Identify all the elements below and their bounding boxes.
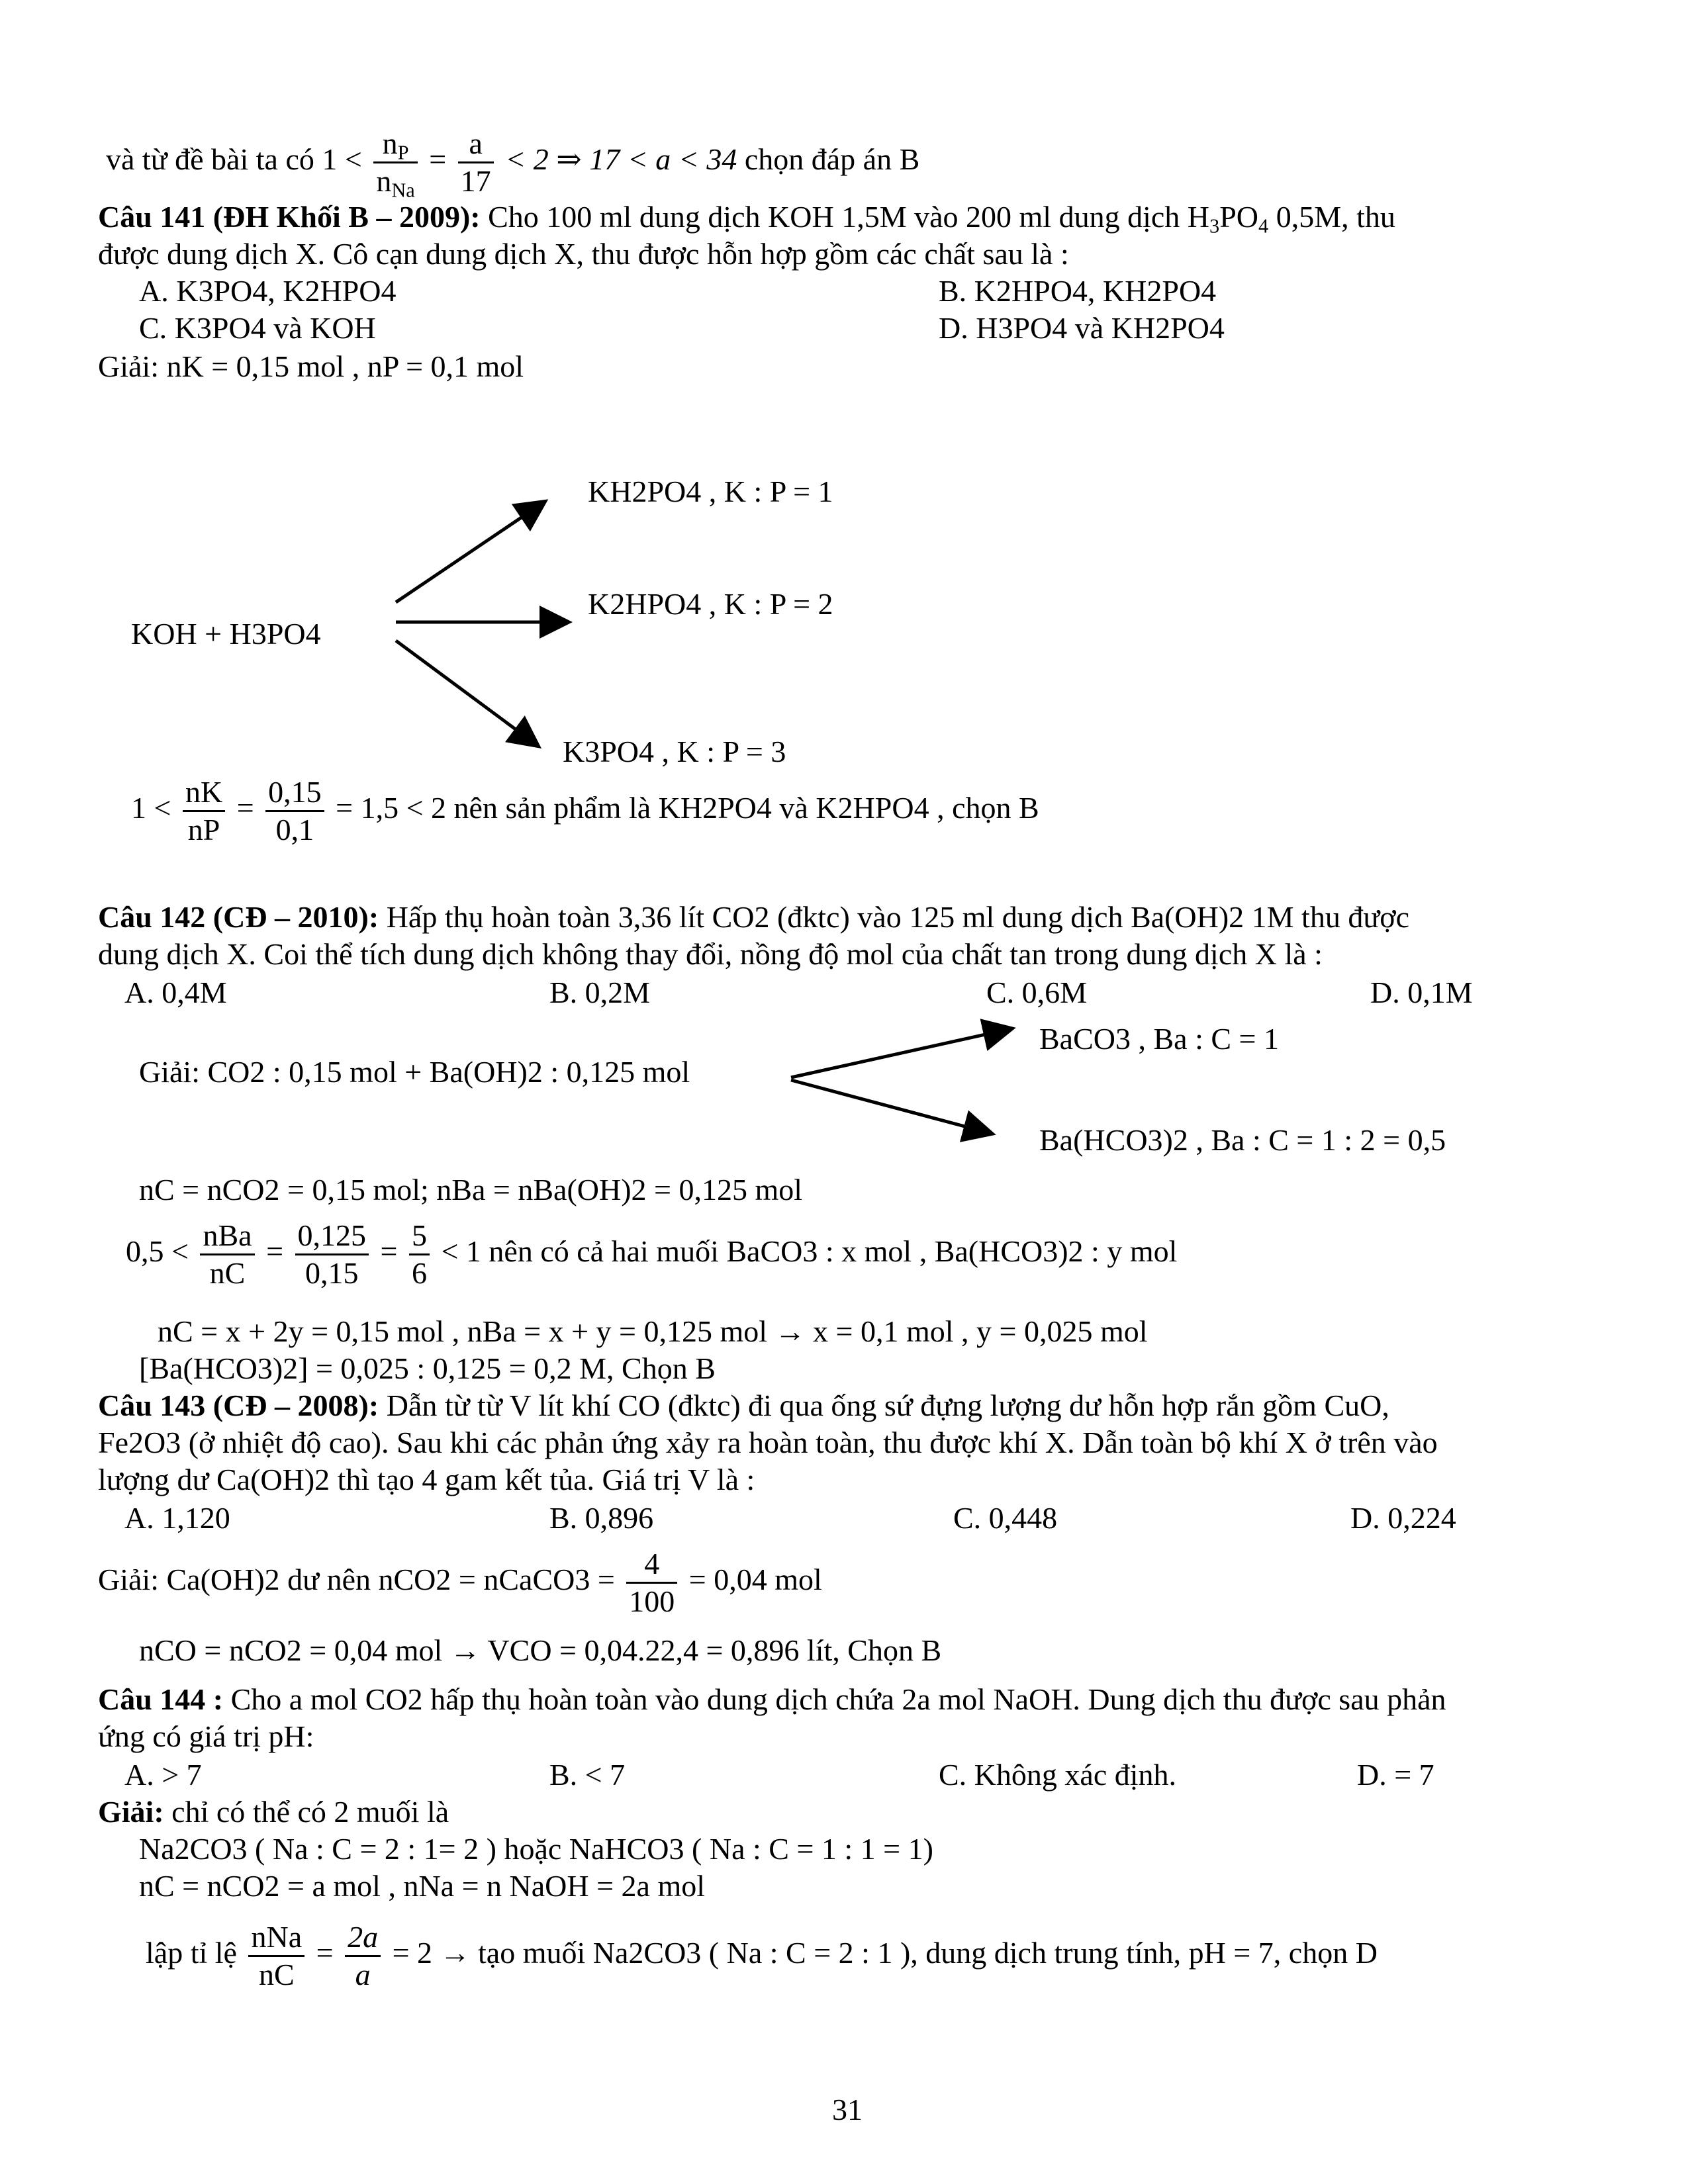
q141-option-b: B. K2HPO4, KH2PO4 [939, 274, 1217, 308]
q142-result: [Ba(HCO3)2] = 0,025 : 0,125 = 0,2 M, Chọn B [139, 1351, 716, 1385]
ineq-num: nBa [200, 1218, 254, 1255]
q142-label: Câu 142 (CĐ – 2010): [98, 900, 379, 934]
q142-text1: Hấp thụ hoàn toàn 3,36 lít CO2 (đktc) vào 125 ml dung dịch Ba(OH)2 1M thu được [386, 900, 1410, 934]
q141-option-d: D. H3PO4 và KH2PO4 [939, 311, 1225, 345]
q142-inequality: 0,5 < $\frac{\text{nBa}}{nC}$ = $\frac{0,125}{0,15}$ = $\frac{5}{6}$ < 1 nên có cả hai muối BaCO3 : x mol , Ba(HCO3)2 : y mol [126, 1218, 1178, 1290]
ratio-den2: 0,1 [275, 813, 314, 846]
q144-ratio-num2: 2a [345, 1919, 381, 1957]
intro-lt: 1 < [322, 142, 362, 177]
intro-prefix: và từ đề bài ta có [106, 142, 314, 177]
ineq-num2: 0,125 [295, 1218, 369, 1255]
q141-text-b: 0,5M, thu [1268, 200, 1395, 234]
q141-option-a: A. K3PO4, K2HPO4 [139, 274, 397, 308]
q143-option-b: B. 0,896 [549, 1501, 654, 1535]
q141-solution: Giải: nK = 0,15 mol , nP = 0,1 mol [98, 349, 524, 383]
q142-option-d: D. 0,1M [1370, 976, 1473, 1009]
q144-label: Câu 144 : [98, 1682, 224, 1716]
q144-option-d: D. = 7 [1357, 1758, 1434, 1792]
ratio-num: nK [183, 774, 225, 812]
q144-text1: Cho a mol CO2 hấp thụ hoàn toàn vào dung dịch chứa 2a mol NaOH. Dung dịch thu được sau phản [230, 1682, 1446, 1716]
q142-ineq-left: 0,5 < [126, 1234, 189, 1269]
frac2-den: 17 [460, 164, 491, 198]
q144-ratio-rest: = 2 → [392, 1936, 471, 1970]
frac-num: n [382, 126, 398, 160]
q141-product-2: K2HPO4 , K : P = 2 [588, 587, 833, 621]
q142-option-a: A. 0,4M [124, 976, 227, 1009]
q142-ineq-text: nên có cả hai muối BaCO3 : x mol , Ba(HCO3)2 : y mol [489, 1234, 1178, 1269]
sol1-den: 100 [629, 1584, 675, 1618]
q144-ratio-den: nC [258, 1958, 295, 1991]
q141-arrows [396, 503, 566, 745]
q141-text-a: Cho 100 ml dung dịch KOH 1,5M vào 200 ml dung dịch H [488, 200, 1209, 234]
q143-option-d: D. 0,224 [1350, 1501, 1456, 1535]
ineq-den: nC [209, 1256, 246, 1290]
q141-po: PO [1219, 200, 1258, 234]
intro-rest: < 2 ⇒ 17 < a < 34 [505, 142, 737, 177]
ratio-den: nP [187, 813, 220, 846]
q141-line2: được dung dịch X. Cô cạn dung dịch X, thu được hỗn hợp gồm các chất sau là : [98, 237, 1069, 271]
q142-arrows [791, 1029, 1009, 1133]
q144-ratio-prefix: lập tỉ lệ [146, 1936, 237, 1970]
q144-sol-label: Giải: [98, 1795, 164, 1829]
ratio-num2: 0,15 [265, 774, 324, 812]
q144-option-b: B. < 7 [549, 1758, 626, 1792]
q144-sol-text: chỉ có thể có 2 muối là [171, 1795, 449, 1829]
q142-moles: nC = nCO2 = 0,15 mol; nBa = nBa(OH)2 = 0,125 mol [139, 1173, 803, 1206]
q144-ratio-text: tạo muối Na2CO3 ( Na : C = 2 : 1 ), dung dịch trung tính, pH = 7, chọn D [478, 1936, 1378, 1970]
ineq-num3: 5 [409, 1218, 430, 1255]
frac-den-sub: Na [391, 179, 415, 202]
q142-arrow-down [791, 1080, 990, 1133]
frac2-num: a [458, 126, 494, 163]
ineq-den3: 6 [411, 1256, 427, 1290]
q142-ineq-rest: < 1 [441, 1234, 481, 1269]
q143-line3: lượng dư Ca(OH)2 thì tạo 4 gam kết tủa. Giá trị V là : [98, 1463, 755, 1496]
page-number: 31 [832, 2093, 863, 2126]
intro-eq: = [429, 142, 447, 177]
q144-option-a: A. > 7 [124, 1758, 202, 1792]
frac-num-sub: P [397, 141, 409, 164]
intro-suffix: chọn đáp án B [744, 142, 920, 177]
q144-ratio-num: nNa [248, 1919, 305, 1957]
q144-salts: Na2CO3 ( Na : C = 2 : 1= 2 ) hoặc NaHCO3 ( Na : C = 1 : 1 = 1) [139, 1832, 933, 1866]
q142-product-1: BaCO3 , Ba : C = 1 [1039, 1022, 1280, 1056]
q141-ratio-line: 1 < $\frac{nK}{nP}$ = $\frac{0,15}{0,1}$ = 1,5 < 2 nên sản phẩm là KH2PO4 và K2HPO4 , chọn B [131, 775, 1039, 846]
q141-ratio-rest: = 1,5 < 2 [336, 791, 447, 825]
q143-option-a: A. 1,120 [124, 1501, 230, 1535]
q142-product-2: Ba(HCO3)2 , Ba : C = 1 : 2 = 0,5 [1039, 1123, 1446, 1157]
q141-sub4: 4 [1258, 214, 1269, 238]
q141-conclusion: nên sản phẩm là KH2PO4 và K2HPO4 , chọn B [453, 791, 1039, 825]
q143-sol1-prefix: Giải: Ca(OH)2 dư nên nCO2 = nCaCO3 = [98, 1563, 615, 1597]
q143-label: Câu 143 (CĐ – 2008): [98, 1388, 379, 1422]
q141-reactants: KOH + H3PO4 [131, 617, 321, 651]
q142-arrow-up [791, 1029, 1009, 1077]
q142-line2: dung dịch X. Coi thể tích dung dịch không thay đổi, nồng độ mol của chất tan trong dung dịch X là : [98, 937, 1323, 971]
q142-option-c: C. 0,6M [986, 976, 1088, 1009]
q142-reactants: Giải: CO2 : 0,15 mol + Ba(OH)2 : 0,125 mol [139, 1055, 690, 1089]
q141-arrow-down [396, 641, 536, 745]
q144-option-c: C. Không xác định. [939, 1758, 1177, 1792]
frac-den: n [376, 164, 392, 198]
q141-product-1: KH2PO4 , K : P = 1 [588, 475, 833, 508]
q142-option-b: B. 0,2M [549, 976, 651, 1009]
q143-text1: Dẫn từ từ V lít khí CO (đktc) đi qua ống sứ đựng lượng dư hỗn hợp rắn gồm CuO, [386, 1388, 1389, 1422]
q141-arrow-up [396, 503, 543, 602]
q143-line2: Fe2O3 (ở nhiệt độ cao). Sau khi các phản ứng xảy ra hoàn toàn, thu được khí X. Dẫn toàn bộ khí X ở trên vào [98, 1426, 1438, 1459]
q141-sub3: 3 [1209, 214, 1220, 238]
q143-option-c: C. 0,448 [953, 1501, 1058, 1535]
q144-line2: ứng có giá trị pH: [98, 1719, 314, 1753]
q144-ratio-line: lập tỉ lệ $\frac{\text{nNa}}{nC}$ = $\frac{2a}{a}$ = 2 → tạo muối Na2CO3 ( Na : C = 2 : 1 ), dung dịch trung tính, pH = 7, chọn D [146, 1920, 1378, 1991]
q141-label: Câu 141 (ĐH Khối B – 2009): [98, 200, 481, 234]
q143-sol1-rest: = 0,04 mol [688, 1563, 822, 1597]
q141-product-3: K3PO4 , K : P = 3 [563, 735, 786, 768]
q144-ratio-den2: a [355, 1958, 371, 1991]
sol1-num: 4 [626, 1546, 677, 1584]
q142-system: nC = x + 2y = 0,15 mol , nBa = x + y = 0,125 mol → x = 0,1 mol , y = 0,025 mol [158, 1314, 1148, 1348]
q141-ratio-left: 1 < [131, 791, 171, 825]
q143-solution-2: nCO = nCO2 = 0,04 mol → VCO = 0,04.22,4 = 0,896 lít, Chọn B [139, 1633, 942, 1667]
q144-moles: nC = nCO2 = a mol , nNa = n NaOH = 2a mol [139, 1869, 706, 1903]
ineq-den2: 0,15 [305, 1256, 359, 1290]
q141-option-c: C. K3PO4 và KOH [139, 311, 376, 345]
